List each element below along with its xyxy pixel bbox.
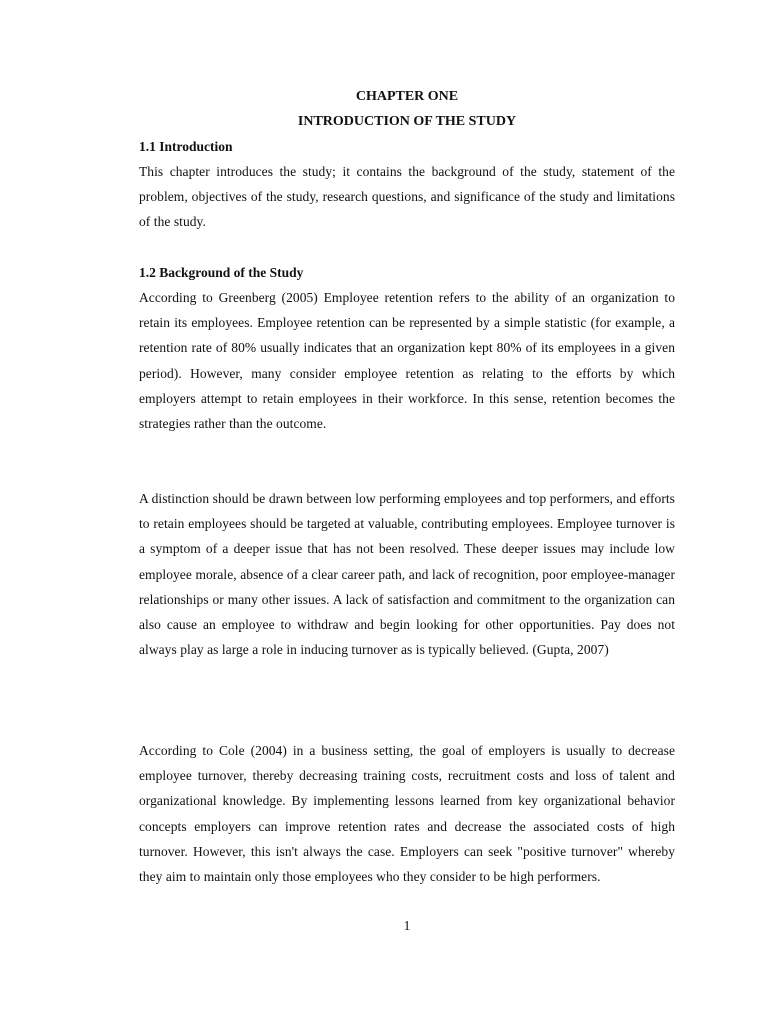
section-heading-introduction: 1.1 Introduction xyxy=(139,139,233,154)
chapter-title: INTRODUCTION OF THE STUDY xyxy=(297,114,517,129)
background-paragraph-2: A distinction should be drawn between low performing employees and top performers, and efforts to retain employees should be targeted at valuable, contributing employees. Employee turnover is a symptom of a deeper issue that has not been resolved. These deeper issues may include low employee morale, absence of a clear career path, and lack of recognition, poor employee-manager relationships or many other issues. A lack of satisfaction and commitment to the organization can also cause an employee to withdraw and begin looking for other opportunities. Pay does not always play as large a role in inducing turnover as is typically believed. (Gupta, 2007) xyxy=(139,491,675,658)
page-number: 1 xyxy=(403,918,411,933)
introduction-paragraph: This chapter introduces the study; it contains the background of the study, statement of the problem, objectives of the study, research questions, and significance of the study and limitations of the study. xyxy=(139,164,675,230)
background-paragraph-1: According to Greenberg (2005) Employee retention refers to the ability of an organization to retain its employees. Employee retention can be represented by a simple statistic (for example, a retention rate of 80% usually indicates that an organization kept 80% of its employees in a given period). However, many consider employee retention as relating to the efforts by which employers attempt to retain employees in their workforce. In this sense, retention becomes the strategies rather than the outcome. xyxy=(139,290,675,432)
chapter-label: CHAPTER ONE xyxy=(355,89,459,104)
background-paragraph-3: According to Cole (2004) in a business setting, the goal of employers is usually to decrease employee turnover, thereby decreasing training costs, recruitment costs and loss of talent and organizational knowledge. By implementing lessons learned from key organizational behavior concepts employers can improve retention rates and decrease the associated costs of high turnover. However, this isn't always the case. Employers can seek "positive turnover" whereby they aim to maintain only those employees who they consider to be high performers. xyxy=(139,743,675,885)
section-heading-background: 1.2 Background of the Study xyxy=(139,265,304,280)
